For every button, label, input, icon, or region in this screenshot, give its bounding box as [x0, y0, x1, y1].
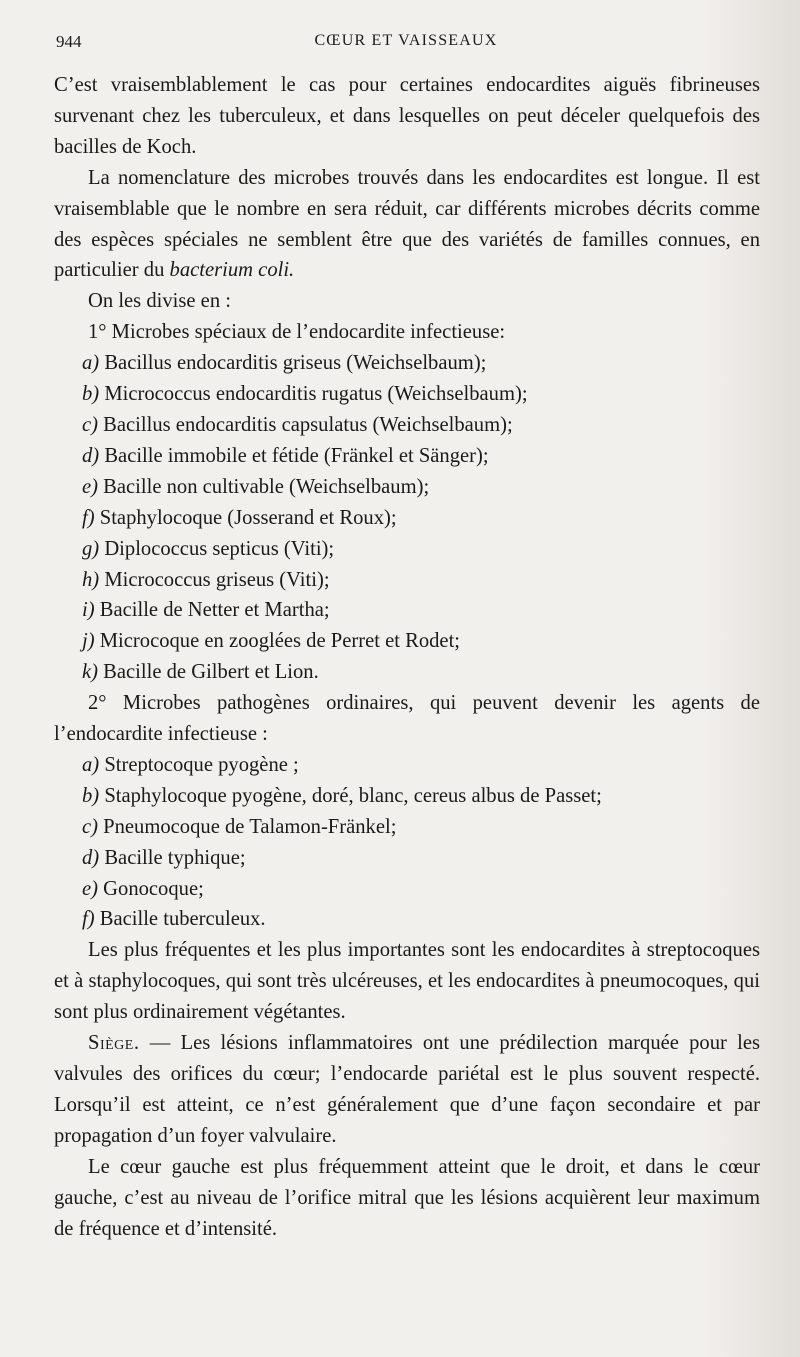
group1-heading: 1° Microbes spéciaux de l’endocardite infectieuse:: [88, 321, 506, 344]
item-letter: c): [82, 413, 98, 436]
list-item: [54, 843, 760, 874]
item-text: Microcoque en zooglées de Perret et Rodet;: [99, 630, 461, 653]
item-text: Bacille tuberculeux.: [99, 908, 266, 931]
item-letter: b): [82, 784, 100, 807]
item-text: Bacille typhique;: [104, 846, 246, 869]
item-text: Bacille immobile et fétide (Fränkel et Sänger);: [104, 444, 489, 467]
item-letter: d): [82, 444, 100, 467]
item-text: Bacille de Gilbert et Lion.: [103, 661, 319, 684]
siege-label: Siège.: [88, 1032, 140, 1055]
item-letter: k): [82, 661, 98, 684]
item-text: Bacillus endocarditis griseus (Weichselbaum);: [104, 352, 487, 375]
item-letter: d): [82, 846, 100, 869]
item-text: Bacille non cultivable (Weichselbaum);: [103, 475, 430, 498]
list-item: [54, 503, 760, 534]
item-text: Bacille de Netter et Martha;: [99, 599, 330, 622]
nomenclature-text: La nomenclature des microbes trouvés dans les endocardites est longue. Il est vraisemblable que le nombre en sera réduit, car différents microbes décrits comme des espèces spéciales ne semblent être que des variétés de familles connues, en particulier du: [54, 166, 760, 282]
item-letter: f): [82, 506, 95, 529]
page-number: 944: [56, 32, 82, 51]
paragraph-tuberculous-endocarditis: C’est vraisemblablement le cas pour certaines endocardites aiguës fibrineuses survenant chez les tuberculeux, et dans lesquelles on peut déceler quelquefois des bacilles de Koch.: [54, 74, 760, 158]
item-text: Diplococcus septicus (Viti);: [104, 537, 335, 560]
list-item: [54, 657, 760, 688]
item-text: Staphylocoque (Josserand et Roux);: [99, 506, 397, 529]
list-item: [54, 565, 760, 596]
page-body: [54, 70, 760, 1244]
running-title: CŒUR ET VAISSEAUX: [314, 32, 498, 49]
item-text: Gonocoque;: [103, 877, 204, 900]
item-letter: e): [82, 877, 98, 900]
group2-list: [54, 750, 760, 935]
item-text: Micrococcus endocarditis rugatus (Weichselbaum);: [104, 383, 528, 406]
list-item: [54, 626, 760, 657]
item-text: Streptocoque pyogène ;: [104, 753, 299, 776]
paragraph-left-heart: Le cœur gauche est plus fréquemment atteint que le droit, et dans le cœur gauche, c’est au niveau de l’orifice mitral que les lésions acquièrent leur maximum de fréquence et d’intensité.: [54, 1155, 760, 1240]
list-item: [54, 904, 760, 935]
division-intro: On les divise en :: [88, 290, 231, 313]
item-letter: b): [82, 383, 100, 406]
group2-heading: 2° Microbes pathogènes ordinaires, qui peuvent devenir les agents de l’endocardite infectieuse :: [54, 692, 760, 746]
item-text: Pneumocoque de Talamon-Fränkel;: [103, 815, 397, 838]
item-letter: f): [82, 908, 95, 931]
bacterium-coli-term: bacterium coli.: [169, 259, 295, 282]
group1-list: [54, 348, 760, 688]
item-letter: g): [82, 537, 100, 560]
paragraph-frequency: Les plus fréquentes et les plus importantes sont les endocardites à streptocoques et à staphylocoques, qui sont très ulcéreuses, et les endocardites à pneumocoques, qui sont plus ordinairement végétantes.: [54, 939, 760, 1024]
list-item: [54, 534, 760, 565]
list-item: [54, 441, 760, 472]
item-letter: a): [82, 352, 100, 375]
siege-text: — Les lésions inflammatoires ont une prédilection marquée pour les valvules des orifices du cœur; l’endocarde pariétal est le plus souvent respecté. Lorsqu’il est atteint, ce n’est généralement que d’une façon secondaire et par propagation d’un foyer valvulaire.: [54, 1032, 760, 1147]
item-letter: c): [82, 815, 98, 838]
list-item: [54, 348, 760, 379]
list-item: [54, 410, 760, 441]
item-letter: h): [82, 568, 100, 591]
item-letter: e): [82, 475, 98, 498]
item-text: Staphylocoque pyogène, doré, blanc, cereus albus de Passet;: [104, 784, 602, 807]
list-item: [54, 472, 760, 503]
page-header: [56, 30, 756, 56]
list-item: [54, 812, 760, 843]
list-item: [54, 781, 760, 812]
list-item: [54, 750, 760, 781]
list-item: [54, 874, 760, 905]
item-letter: j): [82, 630, 95, 653]
paragraph-nomenclature: [54, 163, 760, 287]
list-item: [54, 379, 760, 410]
item-letter: a): [82, 753, 100, 776]
paragraph-siege: [54, 1028, 760, 1152]
item-letter: i): [82, 599, 95, 622]
item-text: Bacillus endocarditis capsulatus (Weichselbaum);: [103, 413, 513, 436]
list-item: [54, 595, 760, 626]
item-text: Micrococcus griseus (Viti);: [104, 568, 330, 591]
